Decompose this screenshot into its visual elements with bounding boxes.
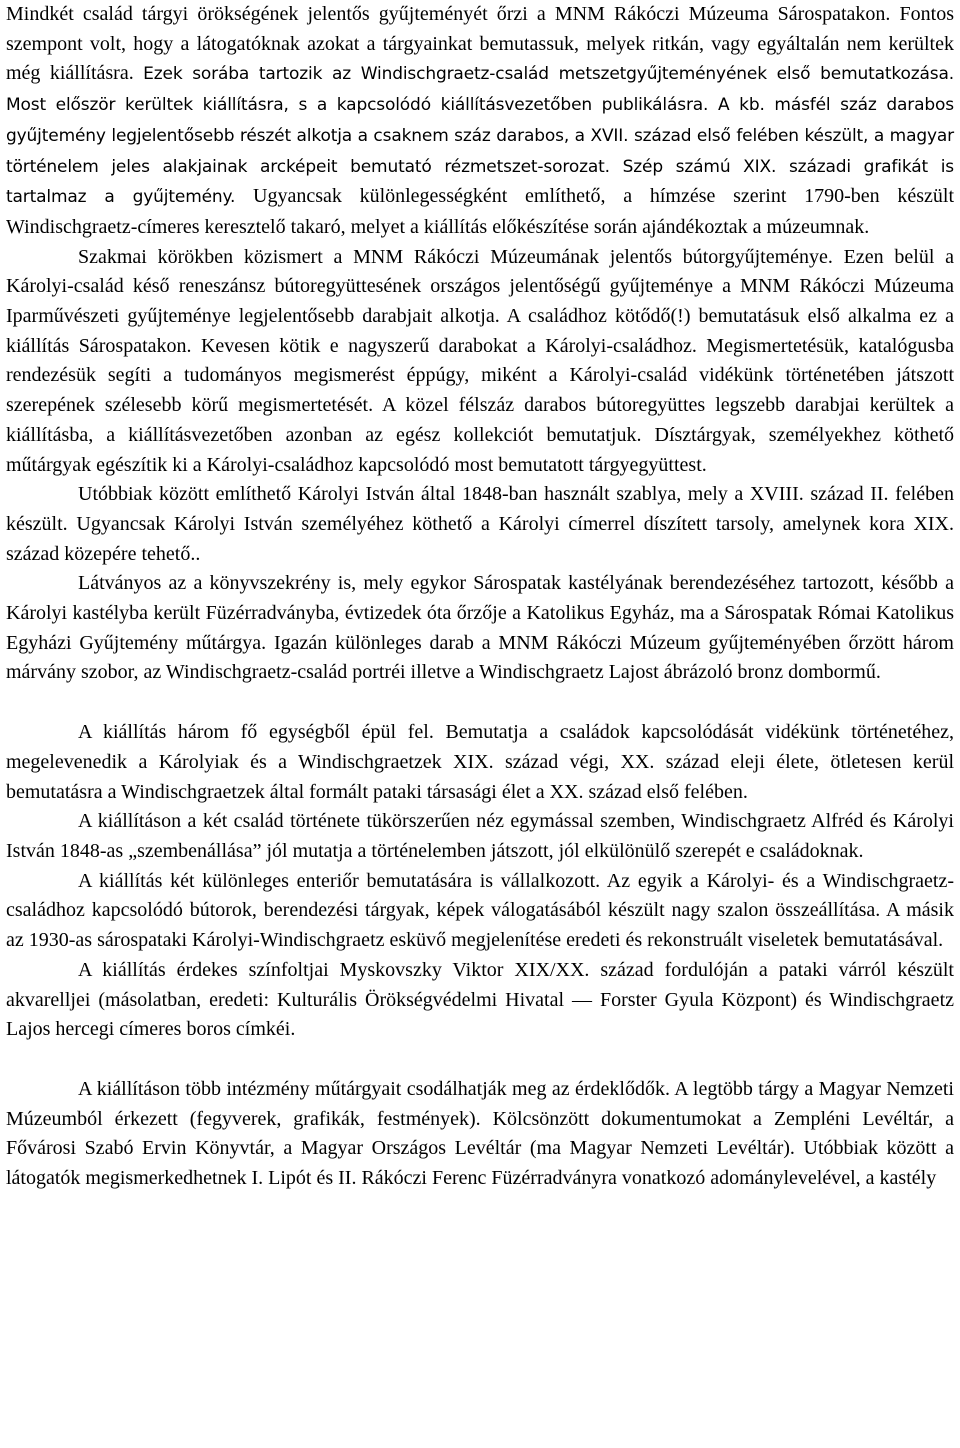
paragraph-exhibition-structure: A kiállítás három fő egységből épül fel. Bemutatja a családok kapcsolódását vidékünk történetéhez, megelevenedik a Károlyiak és a Windischgraetzek XIX. század végi, XX. század eleji élete, ötletesen kerül bemutatásra a Windischgraetzek által formált pataki társasági élet a XX. század első felében. — [6, 721, 954, 803]
paragraph-interiors: A kiállítás két különleges enteriőr bemutatására is vállalkozott. Az egyik a Károlyi- és a Windischgraetz-családhoz kapcsolódó bútorok, berendezési tárgyak, képek válogatásából készült nagy szalon összeállítása. A másik az 1930-as sárospataki Károlyi-Windischgraetz esküvő megjelenítése eredeti és rekonstruált viseletek bemutatásával. — [6, 869, 954, 952]
paragraph-lenders: A kiállításon több intézmény műtárgyait csodálhatják meg az érdeklődők. A legtöbb tárgy a Magyar Nemzeti Múzeumból érkezett (fegyverek, grafikák, festmények). Kölcsönzött dokumentumokat a Zempléni Levéltár, a Fővárosi Szabó Ervin Könyvtár, a Magyar Országos Levéltár (ma Magyar Nemzeti Levéltár). Utóbbiak között a látogatók megismerkedhetnek I. Lipót és II. Rákóczi Ferenc Füzérradványra vonatkozó adománylevelével, a kastély — [6, 1077, 954, 1190]
paragraph-heritage-collection — [6, 0, 954, 243]
paragraph-bookcase-statues: Látványos az a könyvszekrény is, mely egykor Sárospatak kastélyának berendezéséhez tartozott, később a Károlyi kastélyba került Füzérradványba, évtizedek óta őrzője a Katolikus Egyház, ma a Sárospatak Római Katolikus Egyházi Gyűjtemény műtárgya. Igazán különleges darab a MNM Rákóczi Múzeum gyűjteményében őrzött három márvány szobor, az Windischgraetz-család portréi illetve a Windischgraetz Lajost ábrázoló bronz dombormű. — [6, 572, 954, 684]
paragraph-heritage-engravings: Ezek sorába tartozik az Windischgraetz-család metszetgyűjteményének első bemutatkozása. Most először kerültek kiállításra, s a kapcsolódó kiállításvezetőben publikálásra. A kb. másfél száz darabos gyűjtemény legjelentősebb részét alkotja a csaknem száz darabos, a XVII. század első felében készült, a magyar történelem jeles alakjainak arcképeit bemutató rézmetszet-sorozat. Szép számú XIX. századi grafikát is tartalmaz a gyűjtemény. — [6, 64, 955, 208]
document-page — [6, 0, 954, 1194]
paragraph-heritage-outro: Ugyancsak különlegességként említhető, a hímzése szerint 1790-ben készült Windischgraetz-címeres keresztelő takaró, melyet a kiállítás előkészítése során ajándékoztak a múzeumnak. — [6, 185, 954, 238]
paragraph-saber-pouch: Utóbbiak között említhető Károlyi István által 1848-ban használt szablya, mely a XVIII. század II. felében készült. Ugyancsak Károlyi István személyéhez köthető a Károlyi címerrel díszített tarsoly, amelynek kora XIX. század közepére tehető.. — [6, 483, 954, 565]
paragraph-furniture-collection: Szakmai körökben közismert a MNM Rákóczi Múzeumának jelentős bútorgyűjteménye. Ezen belül a Károlyi-család késő reneszánsz bútoregyüttesének országos jelentőségű gyűjteménye a MNM Rákóczi Múzeuma Iparművészeti gyűjteménye legjelentősebb darabjait alkotja. A családhoz kötődő(!) bemutatásuk első alkalma ez a kiállítás Sárospatakon. Kevesen kötik e nagyszerű darabokat a Károlyi-családhoz. Megismertetésük, katalógusba rendezésük segíti a tudományos megismerést éppúgy, miként a Károlyi-család vidékünk történetében játszott szerepének szélesebb körű megismertetését. A közel félszáz darabos bútoregyüttes legszebb darabjai kerültek a kiállításba, a kiállításvezetőben azonban az egész kollekciót bemutatjuk. Dísztárgyak, személyekhez köthető műtárgyak egészítik ki a Károlyi-családhoz kapcsolódó most bemutatott tárgyegyüttest. — [6, 245, 954, 476]
paragraph-two-families: A kiállításon a két család története tükörszerűen néz egymással szemben, Windischgraetz Alfréd és Károlyi István 1848-as „szembenállása” jól mutatja a történelemben játszott, jól elkülönülő szerepét e családoknak. — [6, 810, 954, 862]
paragraph-heritage-intro: Mindkét család tárgyi örökségének jelentős gyűjteményét őrzi a MNM Rákóczi Múzeuma Sárospatakon. Fontos szempont volt, hogy a látogatóknak azokat a tárgyainkat bemutassuk, melyek ritkán, vagy egyáltalán nem kerültek még kiállításra. — [6, 3, 954, 85]
paragraph-watercolors: A kiállítás érdekes színfoltjai Myskovszky Viktor XIX/XX. század fordulóján a pataki várról készült akvarelljei (másolatban, eredeti: Kulturális Örökségvédelmi Hivatal — Forster Gyula Központ) és Windischgraetz Lajos hercegi címeres boros címkéi. — [6, 958, 954, 1041]
